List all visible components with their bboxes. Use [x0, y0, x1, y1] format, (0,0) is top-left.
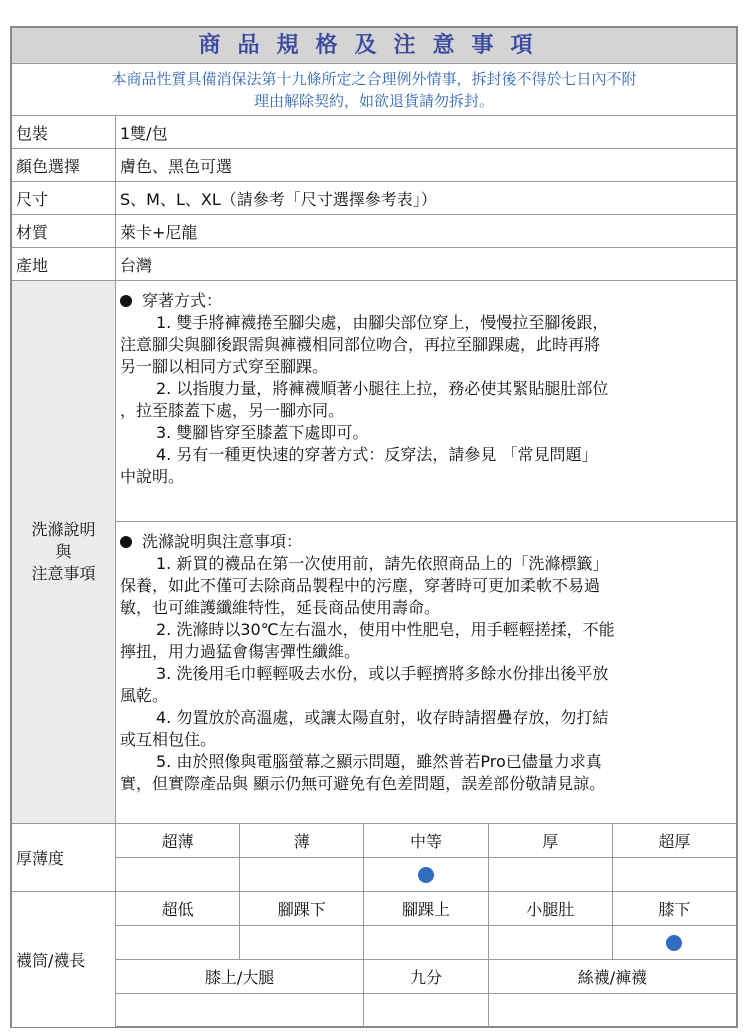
wash-line: 2. 洗滌時以30℃左右溫水，使用中性肥皂，用手輕輕搓揉，不能: [156, 620, 615, 639]
wash-line: 敏，也可維護纖維特性，延長商品使用壽命。: [120, 598, 441, 617]
washing-instructions: [116, 521, 736, 823]
spec-label: 顏色選擇: [12, 149, 116, 181]
length-row: [12, 892, 736, 1027]
spec-row-size: [12, 182, 736, 215]
selected-dot-icon: [418, 867, 434, 883]
length-mark-cell: [364, 994, 489, 1027]
spec-value: 1雙/包: [120, 123, 168, 143]
length-options: [116, 892, 736, 926]
length-mark-cell: [116, 994, 364, 1027]
thickness-mark-cell: [364, 858, 488, 891]
wash-line: 4. 勿置放於高溫處，或讓太陽直射，收存時請摺疊存放，勿打結: [156, 708, 609, 727]
wear-line: 中說明。: [120, 467, 185, 486]
spec-row-origin: [12, 248, 736, 281]
length-mark-cell: [116, 926, 240, 959]
wear-line: 注意腳尖與腳後跟需與褲襪相同部位吻合，再拉至腳踝處，此時再將: [120, 335, 601, 354]
wash-line: 或互相包住。: [120, 730, 217, 749]
spec-label: 材質: [12, 215, 116, 247]
wear-line: 4. 另有一種更快速的穿著方式：反穿法，請參見 「常見問題」: [156, 445, 598, 464]
length-mark-cell: [364, 926, 488, 959]
care-label-line: 與: [55, 542, 72, 561]
wash-line: 5. 由於照像與電腦螢幕之顯示問題，雖然普若Pro已儘量力求真: [156, 752, 602, 771]
thickness-mark-cell: [116, 858, 240, 891]
spec-label: 尺寸: [12, 182, 116, 214]
spec-value: 台灣: [120, 255, 153, 275]
thickness-option: 薄: [240, 824, 364, 857]
spec-row-packaging: [12, 116, 736, 149]
length-mark-cell: [489, 994, 736, 1027]
spec-label: 產地: [12, 248, 116, 280]
care-label-line: 注意事項: [31, 564, 96, 583]
spec-value: S、M、L、XL（請參考「尺寸選擇參考表」）: [120, 189, 437, 209]
length-option: 小腿肚: [489, 892, 613, 925]
wash-line: 保養，如此不僅可去除商品製程中的污塵，穿著時可更加柔軟不易過: [120, 576, 601, 595]
wash-line: 擰扭，用力過猛會傷害彈性纖維。: [120, 642, 361, 661]
length-option: 超低: [116, 892, 240, 925]
length-options-2: [116, 960, 736, 994]
spec-row-color: [12, 149, 736, 182]
spec-row-material: [12, 215, 736, 248]
care-label: [12, 281, 116, 823]
thickness-row: [12, 824, 736, 892]
wear-line: 1. 雙手將褲襪捲至腳尖處，由腳尖部位穿上，慢慢拉至腳後跟，: [156, 313, 609, 332]
bullet-icon: [120, 536, 132, 548]
thickness-option: 中等: [364, 824, 488, 857]
bullet-icon: [120, 295, 132, 307]
care-row: [12, 281, 736, 824]
length-mark-cell: [613, 926, 736, 959]
care-label-line: 洗滌說明: [31, 520, 96, 539]
spec-label: 包裝: [12, 116, 116, 148]
length-option: 膝下: [658, 900, 691, 919]
wear-line: 3. 雙腳皆穿至膝蓋下處即可。: [156, 423, 369, 442]
wear-line: 另一腳以相同方式穿至腳踝。: [120, 357, 329, 376]
notice-line: 理由解除契約，如欲退貨請勿拆封。: [253, 92, 494, 110]
wash-line: 3. 洗後用毛巾輕輕吸去水份，或以手輕擠將多餘水份排出後平放: [156, 664, 609, 683]
thickness-mark-cell: [613, 858, 736, 891]
thickness-option: 厚: [489, 824, 613, 857]
wear-line: 2. 以指腹力量，將褲襪順著小腿往上拉，務必使其緊貼腿肚部位: [156, 379, 609, 398]
selected-dot-icon: [666, 935, 682, 951]
length-option: 膝上/大腿: [116, 960, 364, 993]
length-marks: [116, 926, 736, 960]
wash-line: 1. 新買的襪品在第一次使用前，請先依照商品上的「洗滌標籤」: [156, 554, 609, 573]
wear-line: ，拉至膝蓋下處，另一腳亦同。: [120, 401, 345, 420]
length-mark-cell: [489, 926, 613, 959]
length-option: 絲襪/褲襪: [577, 968, 648, 987]
length-marks-2: [116, 994, 736, 1027]
thickness-option: 超厚: [658, 832, 691, 851]
thickness-label: 厚薄度: [12, 824, 116, 891]
length-option: 腳踝上: [364, 892, 488, 925]
spec-value: 膚色、黑色可選: [120, 156, 233, 176]
wash-line: 實，但實際產品與 顯示仍無可避免有色差問題，誤差部份敬請見諒。: [120, 774, 606, 793]
wash-title: 洗滌說明與注意事項：: [142, 532, 303, 551]
length-label: 襪筒/襪長: [12, 892, 116, 1027]
length-option: 九分: [364, 960, 489, 993]
spec-value: 萊卡+尼龍: [120, 222, 198, 242]
thickness-mark-cell: [489, 858, 613, 891]
care-body: [116, 281, 736, 823]
wearing-instructions: [116, 281, 736, 521]
thickness-options: [116, 824, 736, 858]
length-mark-cell: [240, 926, 364, 959]
notice-line: 本商品性質具備消保法第十九條所定之合理例外情事，拆封後不得於七日內不附: [111, 70, 637, 88]
return-notice: [12, 64, 736, 116]
wash-line: 風乾。: [120, 686, 169, 705]
thickness-mark-cell: [240, 858, 364, 891]
sheet-title: 商品規格及注意事項: [12, 28, 736, 64]
thickness-marks: [116, 858, 736, 891]
thickness-option: 超薄: [116, 824, 240, 857]
wear-title: 穿著方式：: [142, 291, 223, 310]
length-option: 腳踝下: [240, 892, 364, 925]
spec-sheet: [10, 26, 738, 1028]
